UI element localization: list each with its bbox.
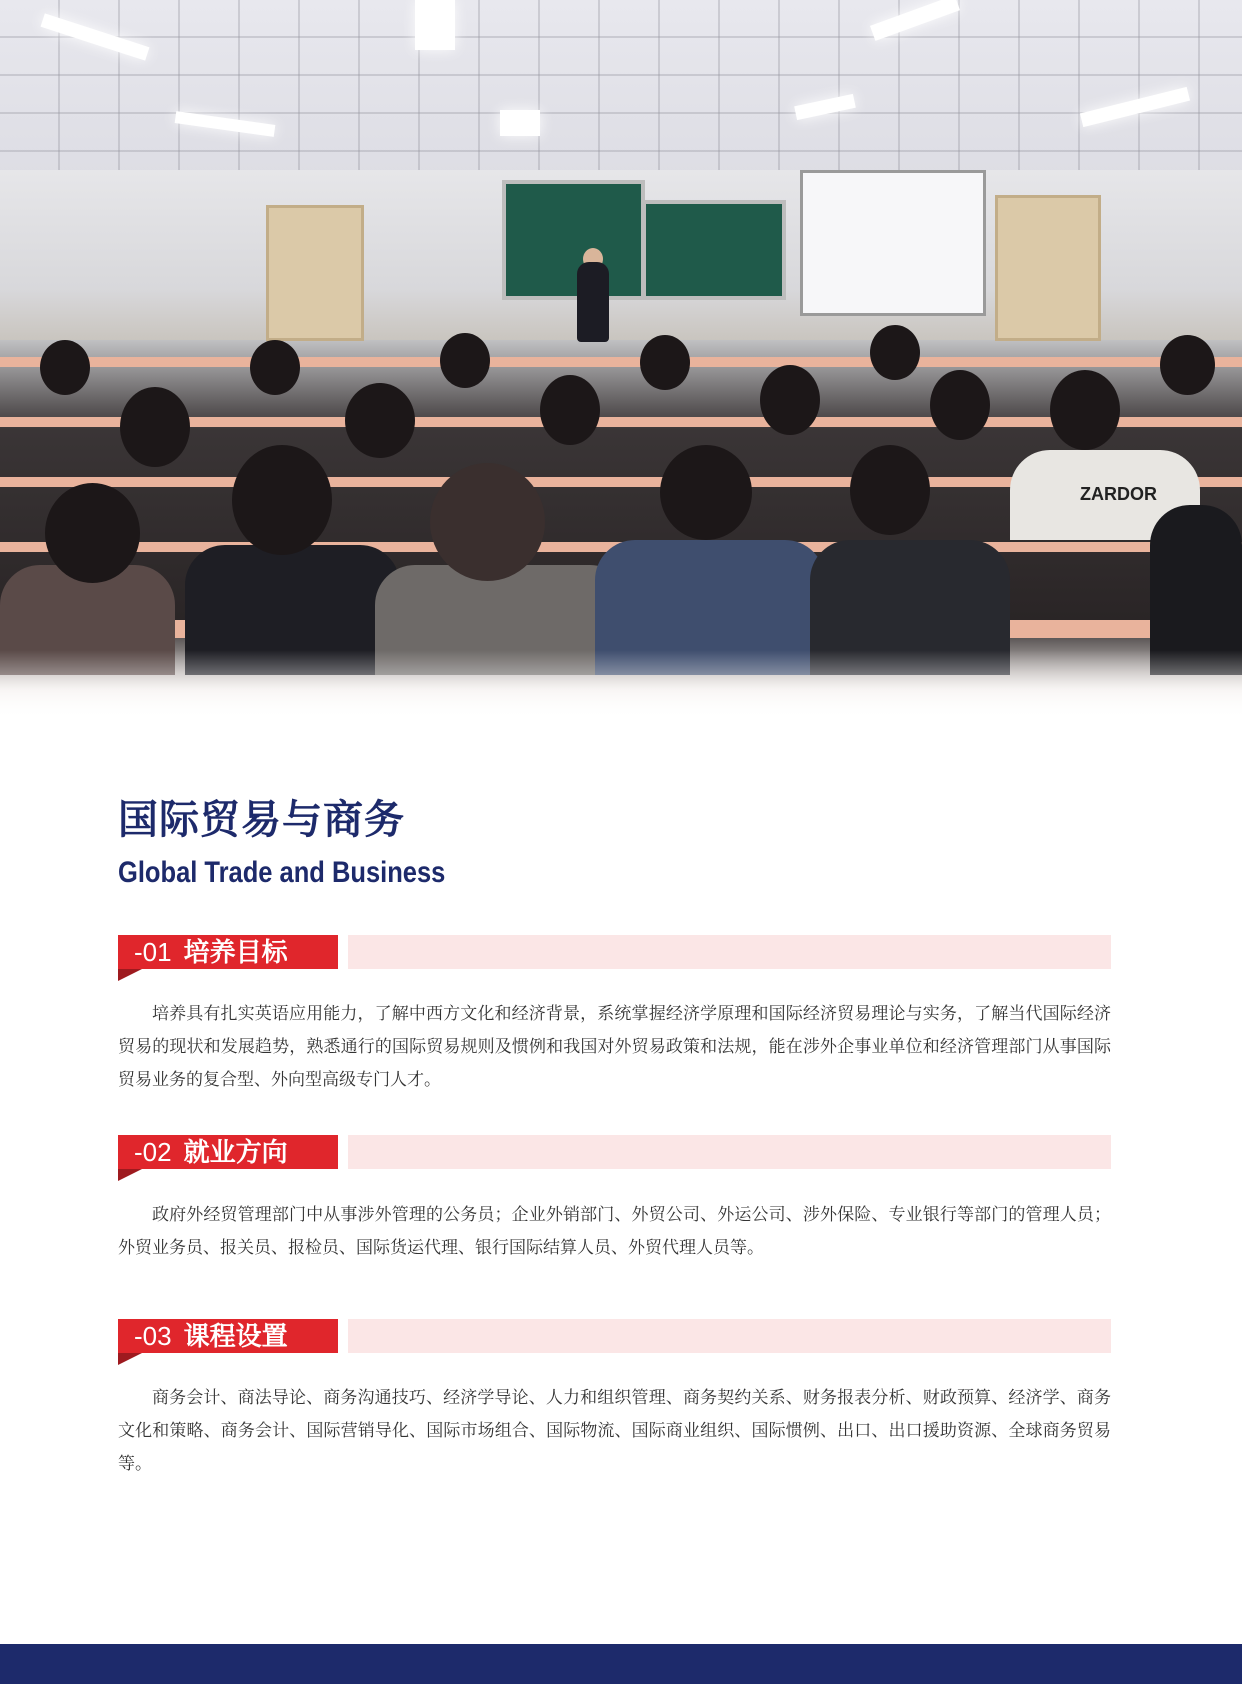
ceiling-light — [500, 110, 540, 136]
student-head — [660, 445, 752, 540]
student-head — [930, 370, 990, 440]
footer-bar — [0, 1644, 1242, 1684]
student-head — [40, 340, 90, 395]
student-head — [440, 333, 490, 388]
student-head — [850, 445, 930, 535]
desk-row — [0, 357, 1242, 367]
page-title: 国际贸易与商务 — [118, 797, 405, 843]
section-header-training-goals — [118, 935, 1111, 971]
ceiling-light — [415, 0, 455, 50]
audience — [0, 315, 1242, 675]
section-tag — [118, 935, 338, 969]
section-header-career-direction — [118, 1135, 1111, 1171]
ceiling — [0, 0, 1242, 175]
student-head — [120, 387, 190, 467]
section-header-curriculum — [118, 1319, 1111, 1355]
section-label: 课程设置 — [183, 1322, 288, 1352]
section-number: -01 — [134, 937, 172, 967]
student-head — [232, 445, 332, 555]
student-head — [250, 340, 300, 395]
section-header-bar — [348, 1135, 1111, 1169]
section-header-bar — [348, 1319, 1111, 1353]
section-text-career-direction: 政府外经贸管理部门中从事涉外管理的公务员；企业外销部门、外贸公司、外运公司、涉外保险、专业银行等部门的管理人员；外贸业务员、报关员、报检员、国际货运代理、银行国际结算人员、外贸代理人员等。 — [118, 1205, 1111, 1258]
section-tag-notch — [118, 1169, 142, 1181]
blackboard — [502, 180, 645, 300]
student-head — [1160, 335, 1215, 395]
student-head — [45, 483, 140, 583]
section-tag-notch — [118, 969, 142, 981]
section-text-training-goals: 培养具有扎实英语应用能力，了解中西方文化和经济背景，系统掌握经济学原理和国际经济贸易理论与实务，了解当代国际经济贸易的现状和发展趋势，熟悉通行的国际贸易规则及惯例和我国对外贸易政策和法规，能在涉外企事业单位和经济管理部门从事国际贸易业务的复合型、外向型高级专门人才。 — [118, 1004, 1111, 1090]
section-tag — [118, 1135, 338, 1169]
student-head — [1050, 370, 1120, 450]
sweatshirt-text: ZARDOR — [1080, 484, 1157, 504]
section-header-bar — [348, 935, 1111, 969]
student-head — [345, 383, 415, 458]
student-head — [760, 365, 820, 435]
page-subtitle-en: Global Trade and Business — [118, 856, 446, 889]
section-number: -02 — [134, 1137, 172, 1167]
student-head — [540, 375, 600, 445]
student-head — [430, 463, 545, 581]
photo-fade — [0, 650, 1242, 720]
lecture-hall-photo — [0, 0, 1242, 720]
section-tag — [118, 1319, 338, 1353]
section-text-curriculum: 商务会计、商法导论、商务沟通技巧、经济学导论、人力和组织管理、商务契约关系、财务报表分析、财政预算、经济学、商务文化和策略、商务会计、国际营销导化、国际市场组合、国际物流、国际商业组织、国际惯例、出口、出口援助资源、全球商务贸易等。 — [118, 1388, 1111, 1474]
section-tag-notch — [118, 1353, 142, 1365]
blackboard — [642, 200, 786, 300]
student-head — [870, 325, 920, 380]
section-number: -03 — [134, 1321, 172, 1351]
student-head — [640, 335, 690, 390]
section-label: 培养目标 — [183, 938, 288, 968]
section-label: 就业方向 — [183, 1138, 288, 1168]
projector-screen — [800, 170, 986, 316]
